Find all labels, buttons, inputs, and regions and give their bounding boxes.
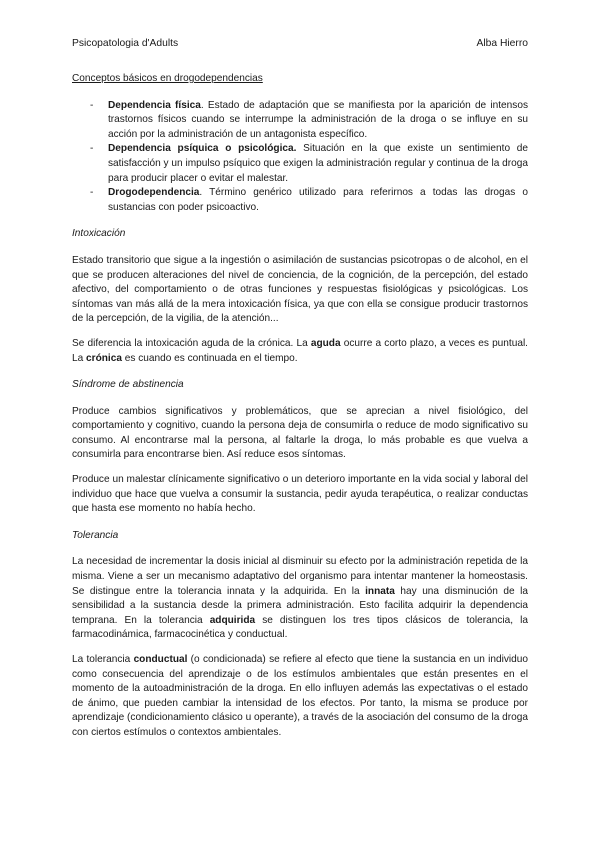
paragraph: La tolerancia conductual (o condicionada) se refiere al efecto que tiene la sustancia en un individuo como consecuencia del aprendizaje o de los estímulos ambientales que están presentes en el momento de la autoadministración de la droga. En ello influyen además las expectativas o el estado de ánimo, que pueden cambiar la intensidad de los efectos. Por tanto, la misma se produce por aprendizaje (condicionamiento clásico u operante), a través de la asociación del consumo de la droga con ciertos estímulos o contextos ambientales. (72, 654, 528, 738)
section-title-intoxicacion: Intoxicación (72, 228, 126, 240)
paragraph: Se diferencia la intoxicación aguda de la crónica. La aguda ocurre a corto plazo, a veces es puntual. La crónica es cuando es continuada en el tiempo. (72, 337, 528, 364)
page-content (72, 72, 528, 751)
definition-term: Dependencia física (108, 99, 201, 111)
header-course-title: Psicopatologia d'Adults (72, 38, 179, 49)
paragraph: Estado transitorio que sigue a la ingestión o asimilación de sustancias psicotropas o de alcohol, en el que se producen alteraciones del nivel de conciencia, de la cognición, de la percepción, del estado afectivo, del comportamiento o de otras funciones y respuestas fisiológicas y psicológicas. Los síntomas van más allá de la mera intoxicación física, ya que con ella se consigue producir trastornos de la percepción, de la vigilia, de la atención... (72, 254, 528, 325)
document-title: Conceptos básicos en drogodependencias (72, 73, 263, 84)
paragraph: Produce cambios significativos y problemáticos, que se aprecian a nivel fisiológico, del comportamiento y cognitivo, cuando la persona deja de consumirla o reduce de modo significativo su consumo. Al encontrarse mal la persona, al faltarle la droga, lo más probable es que vuelva a consumirla para encontrarse bien. Así reduce esos síntomas. (72, 405, 528, 461)
paragraph: Produce un malestar clínicamente significativo o un deterioro importante en la vida social y laboral del individuo que hace que vuelva a consumir la sustancia, pedir ayuda terapéutica, o realizar conductas que hasta ese momento no había hecho. (72, 474, 528, 515)
definition-term: Dependencia psíquica o psicológica. (108, 143, 297, 155)
section-title-tolerancia: Tolerancia (72, 529, 119, 541)
definition-item: - Drogodependencia. Término genérico utilizado para referirnos a todas las drogas o sustancias con poder psicoactivo. (72, 186, 528, 215)
definition-text: Estado de adaptación que se manifiesta por la aparición de intensos trastornos físicos cuando se interrumpe la administración de la droga o se influye en su acción por la administración de un antagonista específico. (108, 99, 528, 140)
definition-text: Situación en la que existe un sentimiento de satisfacción y un impulso psíquico que exigen la administración regular y continua de la droga para producir placer o evitar el malestar. (108, 143, 529, 184)
definition-term: Drogodependencia (108, 187, 200, 199)
paragraph: La necesidad de incrementar la dosis inicial al disminuir su efecto por la administración repetida de la misma. Viene a ser un mecanismo adaptativo del organismo para intentar mantener la homeostasis. Se distingue entre la tolerancia innata y la adquirida. En la innata hay una disminución de la sensibilidad a la sustancia desde la primera administración. Esto facilita adquirir la dependencia temprana. En la tolerancia adquirida se distinguen los tres tipos clásicos de tolerancia, la farmacodinámica, farmacocinética y conductual. (72, 556, 528, 641)
section-title-abstinencia: Síndrome de abstinencia (72, 379, 184, 391)
definition-item: - Dependencia física. Estado de adaptación que se manifiesta por la aparición de intensos trastornos físicos cuando se interrumpe la administración de la droga o se influye en su acción por la administración de un antagonista específico. (72, 99, 528, 143)
definition-item (72, 142, 528, 186)
definitions-list (72, 99, 528, 216)
page-header (72, 37, 528, 52)
header-author: Alba Hierro (476, 38, 528, 49)
definition-text: Término genérico utilizado para referirnos a todas las drogas o sustancias con poder psicoactivo. (108, 187, 528, 213)
